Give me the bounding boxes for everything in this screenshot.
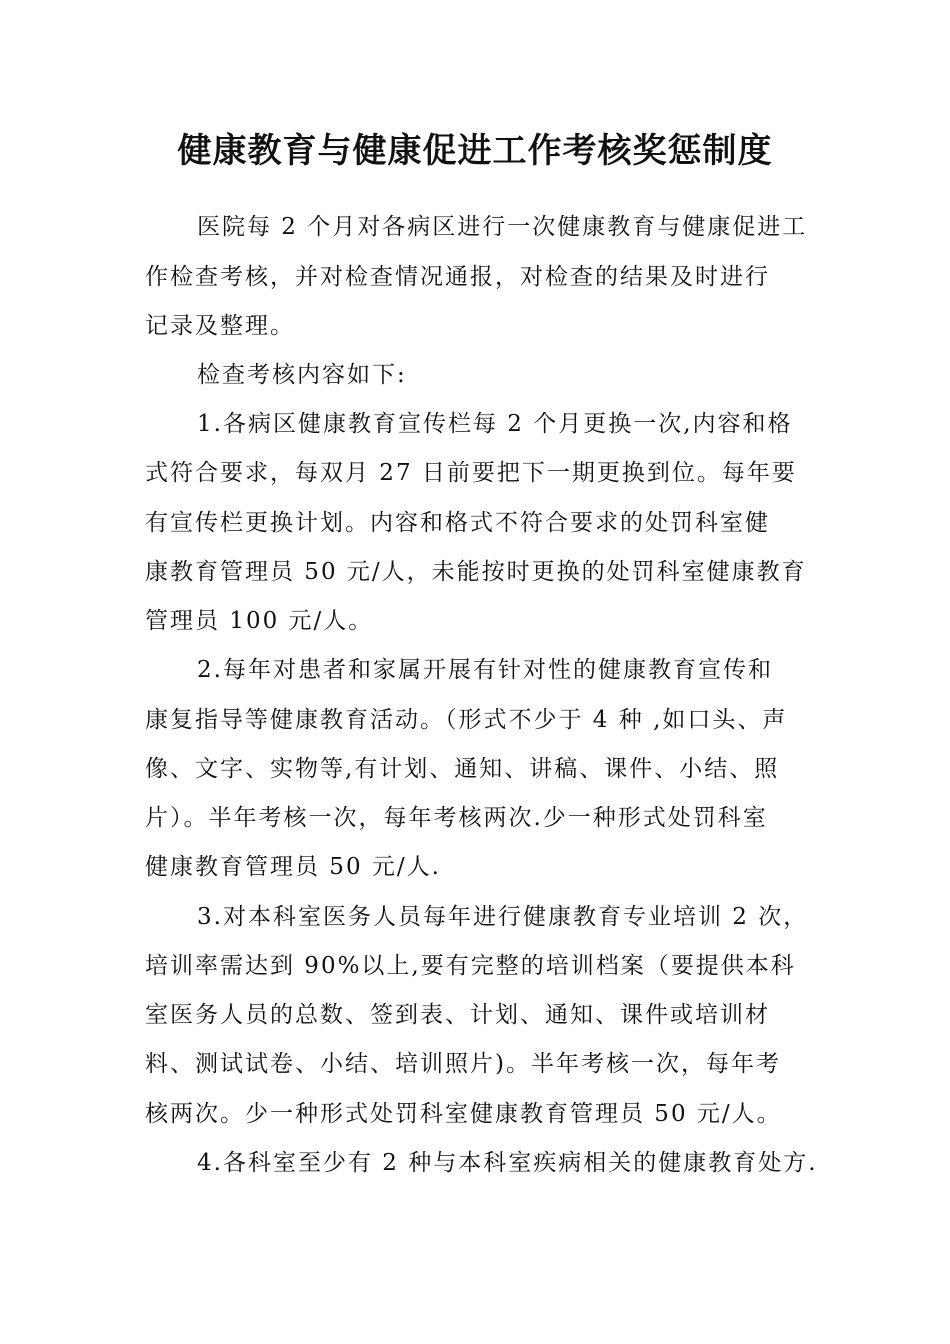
text-line: 医院每 2 个月对各病区进行一次健康教育与健康促进工 xyxy=(197,214,808,240)
text-line: 式符合要求，每双月 27 日前要把下一期更换到位。每年要 xyxy=(145,460,797,486)
document-title: 健康教育与健康促进工作考核奖惩制度 xyxy=(177,131,773,171)
text-line: 1.各病区健康教育宣传栏每 2 个月更换一次,内容和格 xyxy=(197,411,793,437)
text-line: 康复指导等健康教育活动。（形式不少于 4 种 ,如口头、声 xyxy=(145,707,788,733)
text-line: 作检查考核，并对检查情况通报，对检查的结果及时进行 xyxy=(145,264,770,290)
text-line: 健康教育管理员 50 元/人. xyxy=(145,854,441,880)
text-line: 2.每年对患者和家属开展有针对性的健康教育宣传和 xyxy=(197,657,773,683)
text-line: 像、文字、实物等,有计划、通知、讲稿、课件、小结、照 xyxy=(145,756,780,782)
text-line: 核两次。少一种形式处罚科室健康教育管理员 50 元/人。 xyxy=(145,1101,782,1127)
text-line: 片）。半年考核一次，每年考核两次.少一种形式处罚科室 xyxy=(145,805,768,831)
text-line: 料、测试试卷、小结、培训照片)。半年考核一次，每年考 xyxy=(145,1051,781,1077)
text-line: 室医务人员的总数、签到表、计划、通知、课件或培训材 xyxy=(145,1002,770,1028)
text-line: 4.各科室至少有 2 种与本科室疾病相关的健康教育处方. xyxy=(197,1150,818,1176)
text-line: 管理员 100 元/人。 xyxy=(145,608,374,634)
text-line: 康教育管理员 50 元/人，未能按时更换的处罚科室健康教育 xyxy=(145,559,807,585)
text-line: 3.对本科室医务人员每年进行健康教育专业培训 2 次， xyxy=(197,904,809,930)
text-line: 检查考核内容如下: xyxy=(197,362,407,388)
text-line: 培训率需达到 90%以上,要有完整的培训档案（要提供本科 xyxy=(145,953,796,979)
text-line: 记录及整理。 xyxy=(145,313,295,339)
text-line: 有宣传栏更换计划。内容和格式不符合要求的处罚科室健 xyxy=(145,510,770,536)
